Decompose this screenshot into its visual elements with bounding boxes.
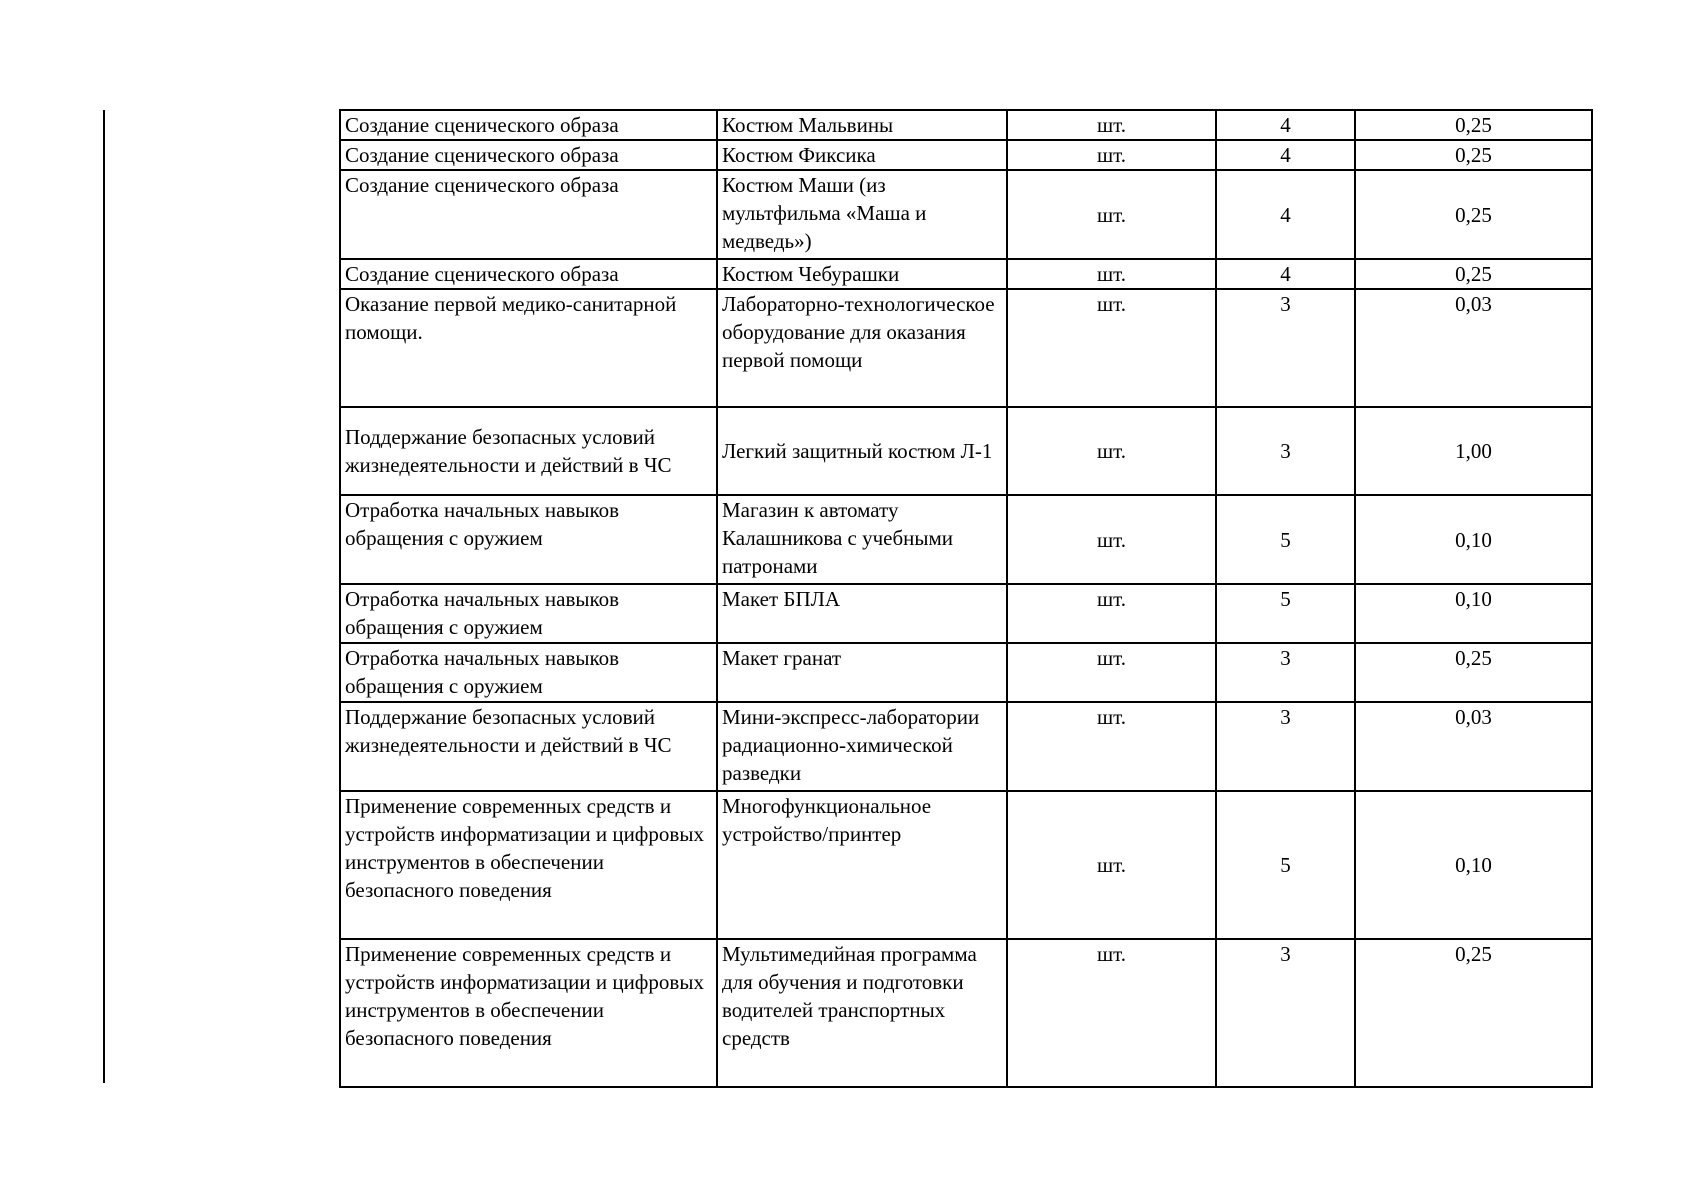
activity-cell: Поддержание безопасных условий жизнедеятельности и действий в ЧС bbox=[340, 702, 717, 791]
activity-cell: Создание сценического образа bbox=[340, 110, 717, 140]
item-cell: Мультимедийная программа для обучения и подготовки водителей транспортных средств bbox=[717, 939, 1007, 1087]
coefficient-cell: 0,03 bbox=[1355, 702, 1592, 791]
unit-cell: шт. bbox=[1007, 140, 1216, 170]
coefficient-cell: 1,00 bbox=[1355, 407, 1592, 495]
unit-cell: шт. bbox=[1007, 170, 1216, 259]
coefficient-cell: 0,25 bbox=[1355, 939, 1592, 1087]
table-row bbox=[340, 939, 1592, 1087]
item-cell: Костюм Чебурашки bbox=[717, 259, 1007, 289]
table-row bbox=[340, 495, 1592, 584]
item-cell: Многофункциональное устройство/принтер bbox=[717, 791, 1007, 939]
activity-cell: Создание сценического образа bbox=[340, 259, 717, 289]
coefficient-cell: 0,10 bbox=[1355, 495, 1592, 584]
table-row bbox=[340, 702, 1592, 791]
quantity-cell: 4 bbox=[1216, 170, 1355, 259]
activity-cell: Применение современных средств и устройств информатизации и цифровых инструментов в обеспечении безопасного поведения bbox=[340, 791, 717, 939]
coefficient-cell: 0,03 bbox=[1355, 289, 1592, 407]
unit-cell: шт. bbox=[1007, 407, 1216, 495]
quantity-cell: 5 bbox=[1216, 495, 1355, 584]
coefficient-cell: 0,10 bbox=[1355, 791, 1592, 939]
unit-cell: шт. bbox=[1007, 939, 1216, 1087]
quantity-cell: 3 bbox=[1216, 289, 1355, 407]
item-cell: Макет гранат bbox=[717, 643, 1007, 702]
unit-cell: шт. bbox=[1007, 702, 1216, 791]
table-row bbox=[340, 791, 1592, 939]
item-cell: Магазин к автомату Калашникова с учебными патронами bbox=[717, 495, 1007, 584]
unit-cell: шт. bbox=[1007, 791, 1216, 939]
table-row bbox=[340, 289, 1592, 407]
activity-cell: Поддержание безопасных условий жизнедеятельности и действий в ЧС bbox=[340, 407, 717, 495]
activity-cell: Оказание первой медико-санитарной помощи. bbox=[340, 289, 717, 407]
activity-cell: Отработка начальных навыков обращения с оружием bbox=[340, 495, 717, 584]
unit-cell: шт. bbox=[1007, 584, 1216, 643]
item-cell: Лабораторно-технологическое оборудование для оказания первой помощи bbox=[717, 289, 1007, 407]
unit-cell: шт. bbox=[1007, 643, 1216, 702]
activity-cell: Создание сценического образа bbox=[340, 170, 717, 259]
coefficient-cell: 0,25 bbox=[1355, 140, 1592, 170]
item-cell: Костюм Фиксика bbox=[717, 140, 1007, 170]
coefficient-cell: 0,25 bbox=[1355, 110, 1592, 140]
unit-cell: шт. bbox=[1007, 495, 1216, 584]
table-row bbox=[340, 584, 1592, 643]
page-margin-line bbox=[103, 110, 105, 1083]
quantity-cell: 3 bbox=[1216, 643, 1355, 702]
coefficient-cell: 0,25 bbox=[1355, 170, 1592, 259]
equipment-table bbox=[339, 109, 1593, 1088]
unit-cell: шт. bbox=[1007, 110, 1216, 140]
item-cell: Костюм Мальвины bbox=[717, 110, 1007, 140]
table-row bbox=[340, 170, 1592, 259]
quantity-cell: 4 bbox=[1216, 259, 1355, 289]
quantity-cell: 5 bbox=[1216, 584, 1355, 643]
activity-cell: Отработка начальных навыков обращения с оружием bbox=[340, 643, 717, 702]
item-cell: Мини-экспресс-лаборатории радиационно-химической разведки bbox=[717, 702, 1007, 791]
quantity-cell: 5 bbox=[1216, 791, 1355, 939]
table-row bbox=[340, 407, 1592, 495]
quantity-cell: 3 bbox=[1216, 407, 1355, 495]
quantity-cell: 4 bbox=[1216, 140, 1355, 170]
table-row bbox=[340, 140, 1592, 170]
unit-cell: шт. bbox=[1007, 259, 1216, 289]
quantity-cell: 3 bbox=[1216, 939, 1355, 1087]
activity-cell: Применение современных средств и устройств информатизации и цифровых инструментов в обеспечении безопасного поведения bbox=[340, 939, 717, 1087]
coefficient-cell: 0,25 bbox=[1355, 643, 1592, 702]
coefficient-cell: 0,25 bbox=[1355, 259, 1592, 289]
item-cell: Макет БПЛА bbox=[717, 584, 1007, 643]
item-cell: Легкий защитный костюм Л-1 bbox=[717, 407, 1007, 495]
activity-cell: Создание сценического образа bbox=[340, 140, 717, 170]
table-row bbox=[340, 259, 1592, 289]
coefficient-cell: 0,10 bbox=[1355, 584, 1592, 643]
table-row bbox=[340, 643, 1592, 702]
item-cell: Костюм Маши (из мультфильма «Маша и медведь») bbox=[717, 170, 1007, 259]
quantity-cell: 4 bbox=[1216, 110, 1355, 140]
activity-cell: Отработка начальных навыков обращения с оружием bbox=[340, 584, 717, 643]
unit-cell: шт. bbox=[1007, 289, 1216, 407]
table-row bbox=[340, 110, 1592, 140]
quantity-cell: 3 bbox=[1216, 702, 1355, 791]
